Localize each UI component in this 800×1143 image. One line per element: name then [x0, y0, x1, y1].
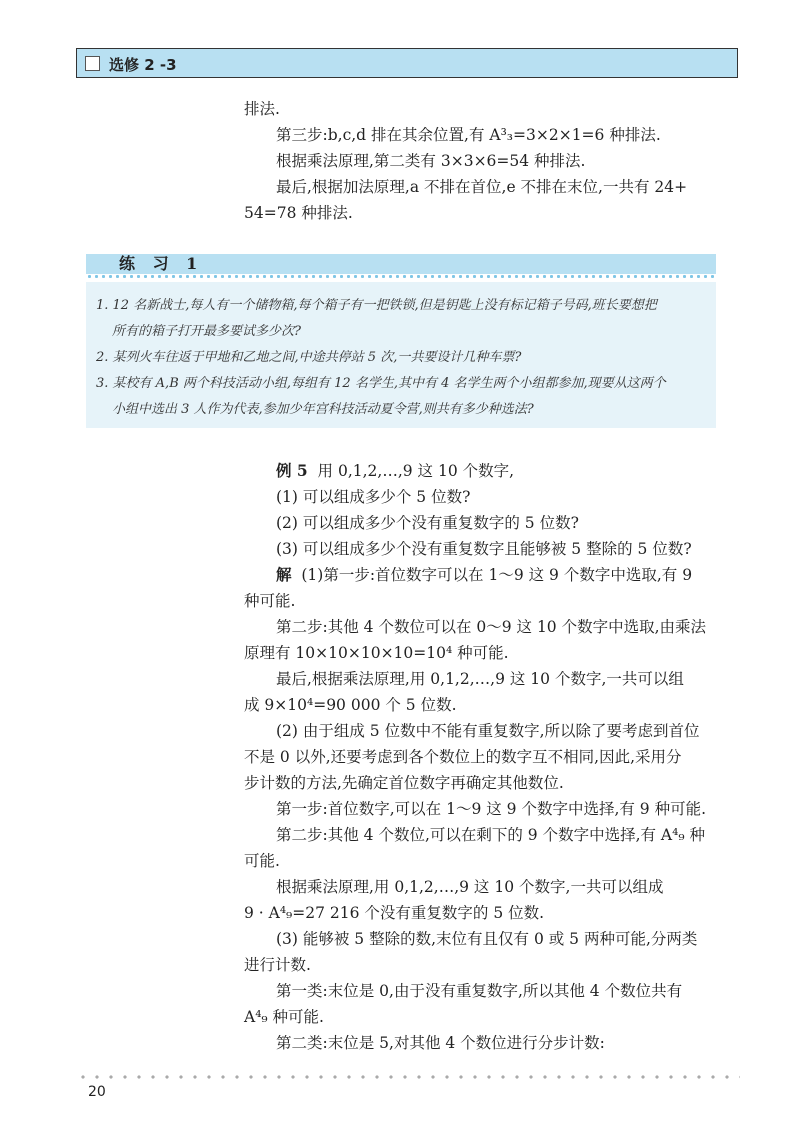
- intro-line: 第三步:b,c,d 排在其余位置,有 A³₃=3×2×1=6 种排法.: [276, 126, 661, 144]
- solution-line: 第一类:末位是 0,由于没有重复数字,所以其他 4 个数位共有: [276, 982, 683, 1000]
- solution-line: 第二步:其他 4 个数位,可以在剩下的 9 个数字中选择,有 A⁴₉ 种: [276, 826, 705, 844]
- intro-line: 排法.: [244, 100, 280, 118]
- solution-line: 进行计数.: [244, 956, 311, 974]
- solution-line: (3) 能够被 5 整除的数,末位有且仅有 0 或 5 两种可能,分两类: [276, 930, 698, 948]
- solution-line: 第二步:其他 4 个数位可以在 0～9 这 10 个数字中选取,由乘法: [276, 618, 707, 636]
- exercise-title: 练 习 1: [119, 254, 204, 273]
- example-line: (1) 可以组成多少个 5 位数?: [276, 488, 471, 506]
- solution-line: 最后,根据乘法原理,用 0,1,2,…,9 这 10 个数字,一共可以组: [276, 670, 684, 688]
- solution-label: 解: [276, 565, 292, 584]
- example-text: 用 0,1,2,…,9 这 10 个数字,: [317, 462, 515, 480]
- exercise-header-bar: [86, 254, 716, 274]
- solution-line: 第一步:首位数字,可以在 1～9 这 9 个数字中选择,有 9 种可能.: [276, 800, 707, 818]
- solution-text: (1)第一步:首位数字可以在 1～9 这 9 个数字中选取,有 9: [301, 566, 693, 584]
- chapter-title: 选修 2 -3: [109, 56, 177, 74]
- solution-line: 步计数的方法,先确定首位数字再确定其他数位.: [244, 774, 564, 792]
- exercise-line: 2. 某列火车往返于甲地和乙地之间,中途共停站 5 次,一共要设计几种车票?: [96, 350, 522, 365]
- example-line: (3) 可以组成多少个没有重复数字且能够被 5 整除的 5 位数?: [276, 540, 692, 558]
- exercise-line: 3. 某校有 A,B 两个科技活动小组,每组有 12 名学生,其中有 4 名学生两个小组都参加,现要从这两个: [96, 376, 666, 391]
- solution-line: 成 9×10⁴=90 000 个 5 位数.: [244, 696, 457, 714]
- solution-line: 不是 0 以外,还要考虑到各个数位上的数字互不相同,因此,采用分: [244, 748, 682, 766]
- footer-divider: [76, 1074, 740, 1080]
- solution-line: [276, 564, 692, 586]
- chapter-header-bar: [76, 48, 738, 78]
- exercise-line: 小组中选出 3 人作为代表,参加少年宫科技活动夏令营,则共有多少种选法?: [112, 402, 534, 417]
- example-label: 例 5: [276, 461, 308, 480]
- exercise-box: [86, 282, 716, 428]
- solution-line: 第二类:末位是 5,对其他 4 个数位进行分步计数:: [276, 1034, 605, 1052]
- solution-line: A⁴₉ 种可能.: [244, 1008, 324, 1026]
- solution-line: 9 · A⁴₉=27 216 个没有重复数字的 5 位数.: [244, 904, 545, 922]
- example-line: [276, 460, 514, 482]
- example-line: (2) 可以组成多少个没有重复数字的 5 位数?: [276, 514, 579, 532]
- solution-line: 可能.: [244, 852, 280, 870]
- header-square-icon: [85, 56, 100, 71]
- intro-line: 最后,根据加法原理,a 不排在首位,e 不排在末位,一共有 24+: [276, 178, 688, 196]
- solution-line: 根据乘法原理,用 0,1,2,…,9 这 10 个数字,一共可以组成: [276, 878, 664, 896]
- intro-line: 根据乘法原理,第二类有 3×3×6=54 种排法.: [276, 152, 586, 170]
- exercise-line: 1. 12 名新战士,每人有一个储物箱,每个箱子有一把铁锁,但是钥匙上没有标记箱子号码,班长要想把: [96, 298, 657, 313]
- intro-line: 54=78 种排法.: [244, 204, 353, 222]
- exercise-line: 所有的箱子打开最多要试多少次?: [112, 324, 301, 339]
- solution-line: (2) 由于组成 5 位数中不能有重复数字,所以除了要考虑到首位: [276, 722, 700, 740]
- exercise-divider: [86, 274, 716, 279]
- solution-line: 种可能.: [244, 592, 296, 610]
- solution-line: 原理有 10×10×10×10=10⁴ 种可能.: [244, 644, 509, 662]
- page-number: 20: [88, 1084, 106, 1100]
